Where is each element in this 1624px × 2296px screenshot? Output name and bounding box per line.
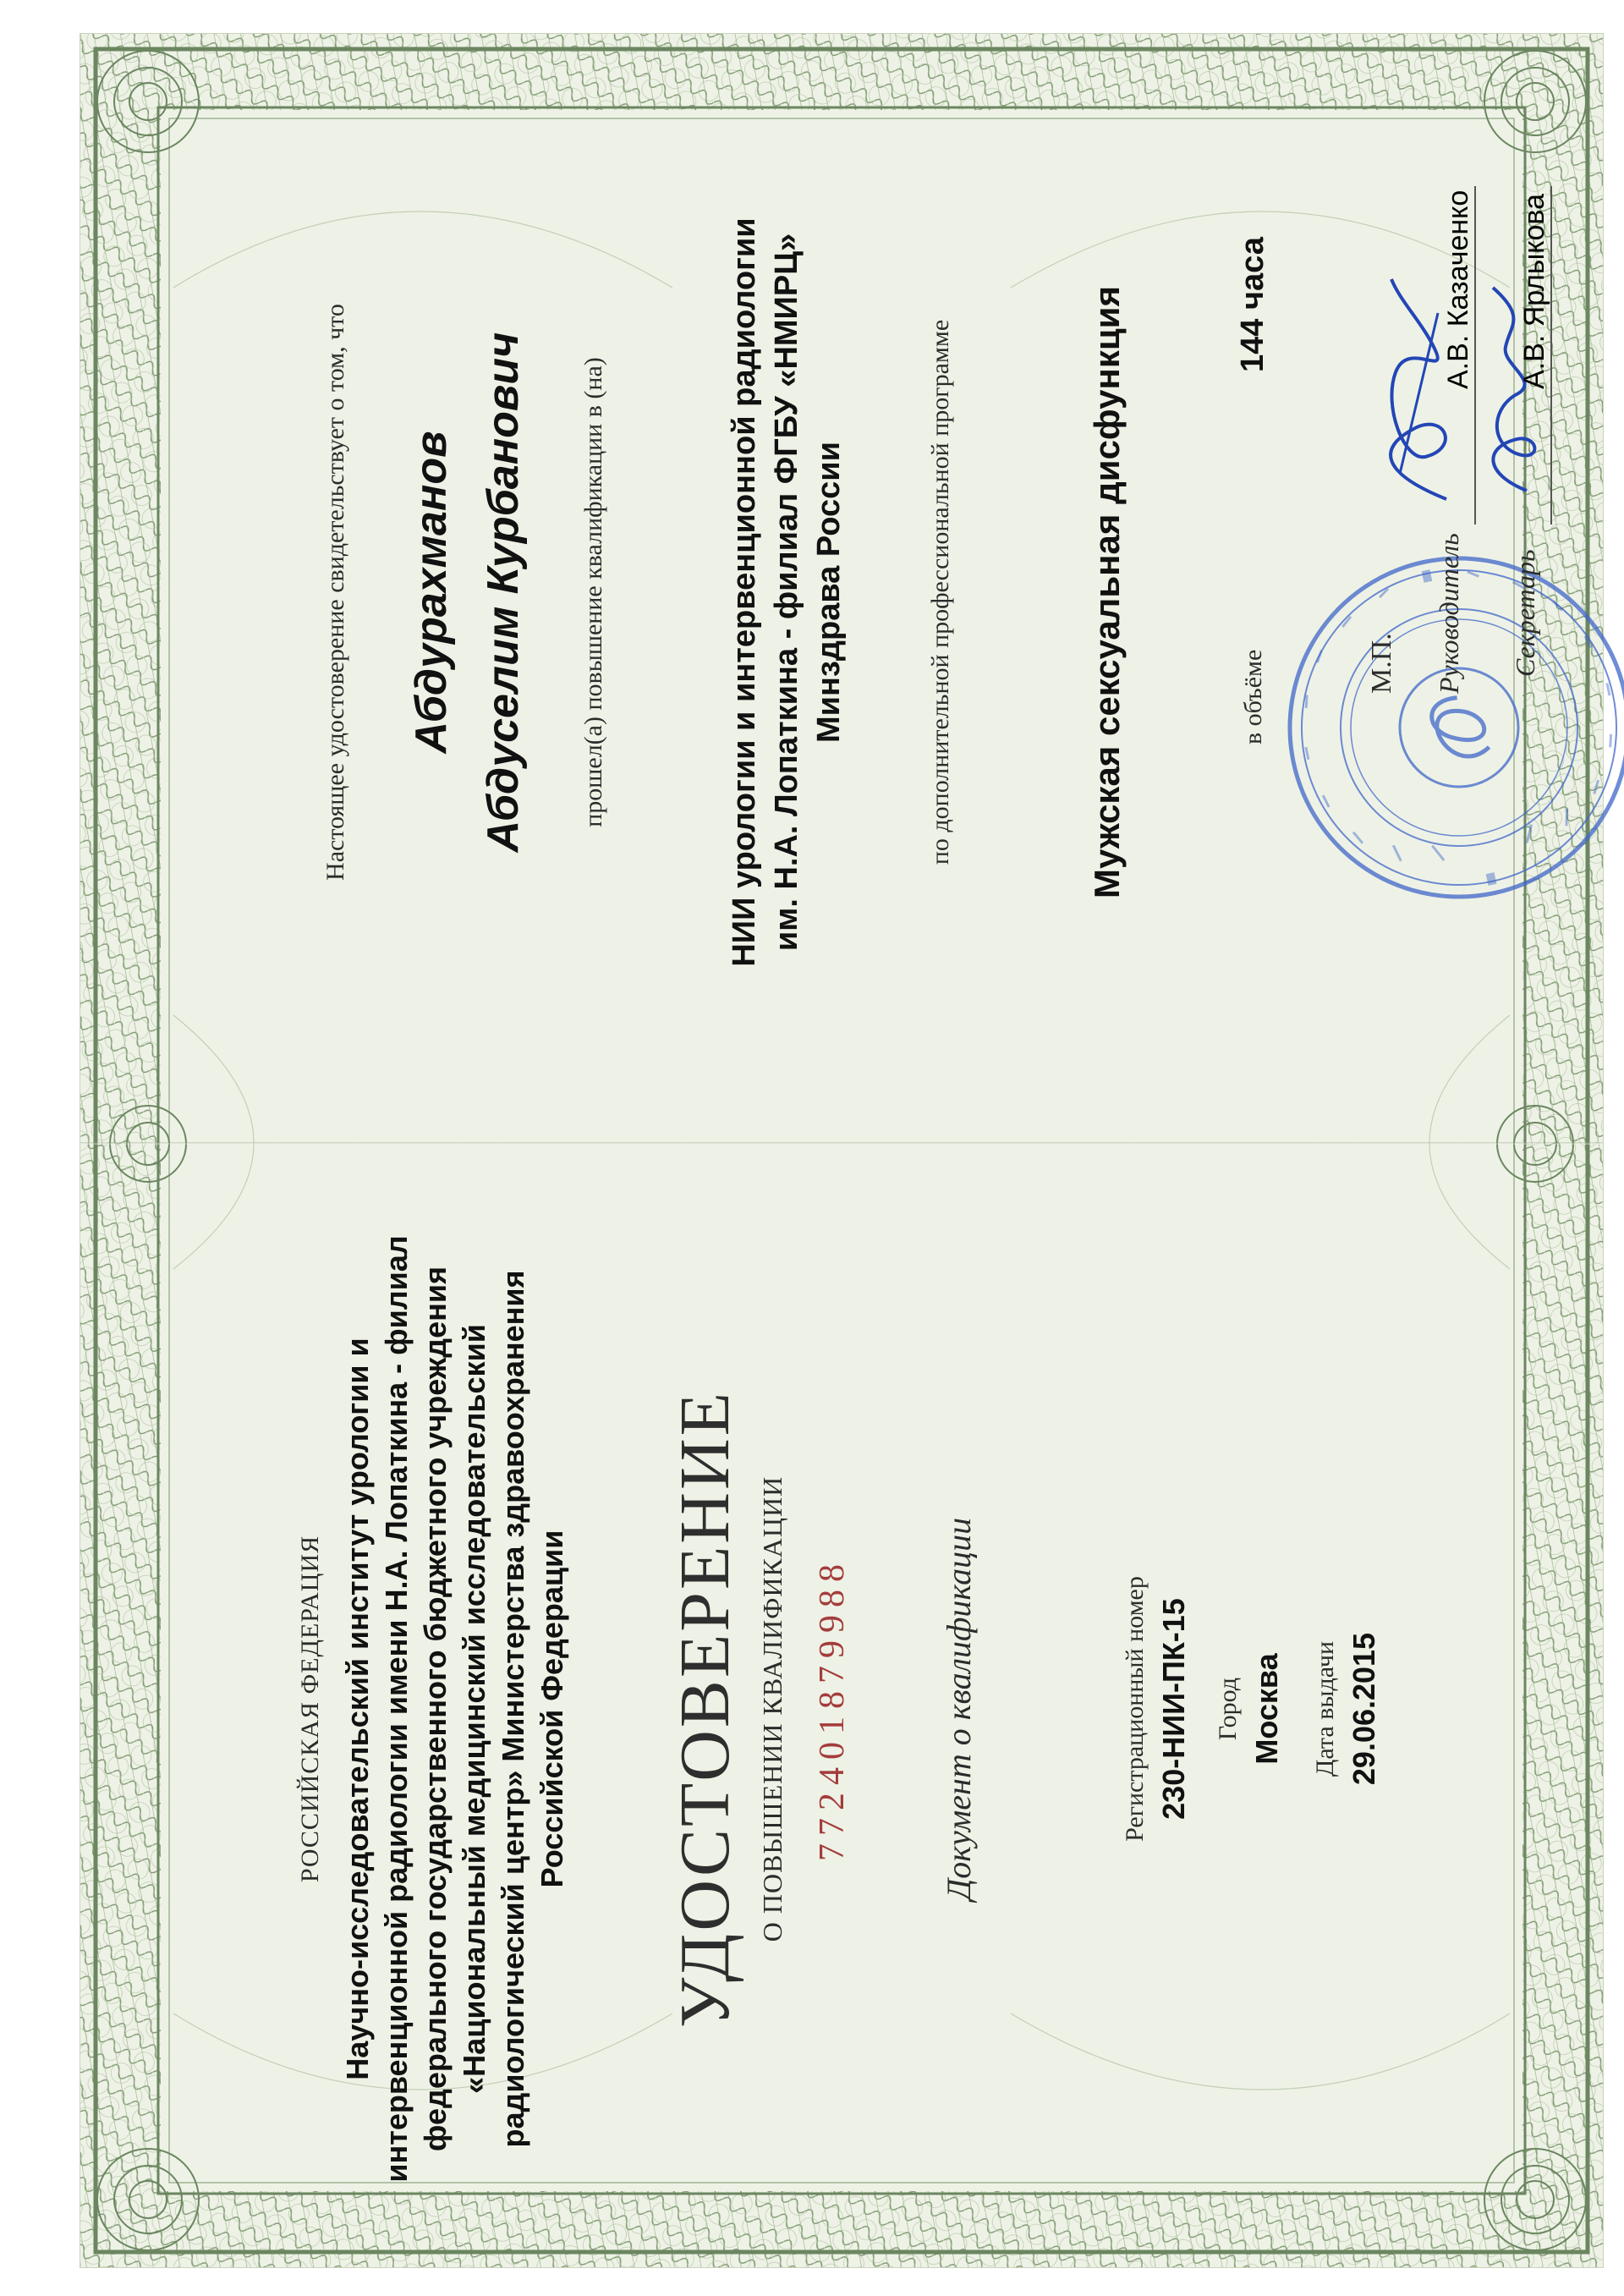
certificate-scan [80, 34, 1603, 2267]
city-label: Город [1214, 1677, 1242, 1741]
intro-text: Настоящее удостоверение свидетельствует о том, что [321, 304, 349, 881]
institution-line-3: Минздрава России [811, 442, 847, 743]
country-heading: РОССИЙСКАЯ ФЕДЕРАЦИЯ [296, 1535, 324, 1883]
institution-line-2: им. Н.А. Лопаткина - филиал ФГБУ «НМИРЦ» [769, 233, 804, 952]
city-value: Москва [1249, 1653, 1284, 1765]
right-page [80, 34, 1603, 1151]
head-role-label: Руководитель [1434, 533, 1464, 694]
secretary-name: А.В. Ярлыкова [1518, 193, 1550, 389]
document-subtitle: О ПОВЫШЕНИИ КВАЛИФИКАЦИИ [757, 1475, 787, 1942]
program-label: по дополнительной профессиональной программе [926, 319, 954, 865]
holder-surname: Абдурахманов [407, 431, 456, 754]
registration-label: Регистрационный номер [1121, 1576, 1149, 1842]
passed-training-text: прошел(а) повышение квалификации в (на) [579, 357, 607, 827]
issue-date-label: Дата выдачи [1311, 1640, 1339, 1777]
volume-hours: 144 часа [1235, 237, 1270, 372]
program-name: Мужская сексуальная дисфункция [1087, 285, 1127, 899]
secretary-role-label: Секретарь [1510, 549, 1540, 677]
head-name: А.В. Казаченко [1442, 190, 1474, 389]
volume-label: в объёме [1239, 649, 1267, 744]
document-title: УДОСТОВЕРЕНИЕ [666, 1390, 744, 2028]
institution-line-1: НИИ урологии и интервенционной радиологии [727, 217, 762, 967]
certificate-content [80, 34, 1603, 2267]
issuing-organization: Научно-исследовательский институт урологии и интервенционной радиологии имени Н.А. Лопаткина - филиал федерального государственного бюджетного учреждения «Национальный медицинский исследовательский радиологический центр» Министерства здравоохранения Российской Федерации [340, 1235, 569, 2183]
registration-number: 230-НИИ-ПК-15 [1156, 1598, 1191, 1820]
serial-number: 772401879988 [813, 1557, 852, 1861]
issue-date-value: 29.06.2015 [1347, 1632, 1381, 1786]
stamp-place-label: М.П. [1366, 633, 1397, 694]
document-type: Документ о квалификации [940, 1517, 978, 1901]
holder-given-names: Абдуселим Курбанович [479, 332, 528, 853]
left-page [80, 1151, 1603, 2267]
training-institution [723, 102, 850, 1083]
